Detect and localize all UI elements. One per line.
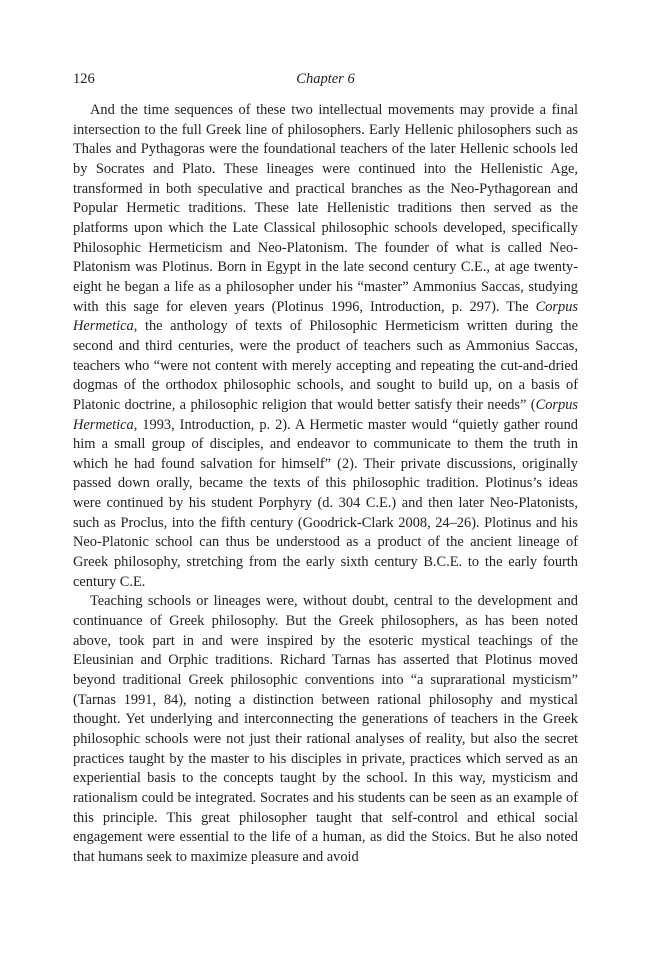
text-run: , 1993, Introduction, p. 2). A Hermetic master would “quietly gather round him a small group of disciples, and endeavor to communicate to them the truth in which he had found salvation for himself” (2). Their private discussions, originally passed down orally, became the texts of this philosophic tradition. Plotinus’s ideas were continued by his student Porphyry (d. 304 C.E.) and then later Neo-Platonists, such as Proclus, into the fifth century (Goodrick-Clark 2008, 24–26). Plotinus and his Neo-Platonic school can thus be understood as a product of the ancient lineage of Greek philosophy, stretching from the early sixth century B.C.E. to the early fourth century C.E. xyxy=(73,416,578,590)
italic-title: Corpus Hermetica xyxy=(73,298,578,335)
italic-title: Corpus Hermetica xyxy=(73,396,578,433)
text-run: , the anthology of texts of Philosophic Hermeticism written during the second and third centuries, were the product of teachers such as Ammonius Saccas, teachers who “were not content with merely accepting and repeating the cut-and-dried dogmas of the orthodox philosophic schools, and sought to build up, on a basis of Platonic doctrine, a philosophic religion that would better satisfy their needs” ( xyxy=(73,318,578,413)
text-run: Teaching schools or lineages were, without doubt, central to the development and continuance of Greek philosophy. But the Greek philosophers, as has been noted above, took part in and were inspired by the esoteric mystical teachings of the Eleusinian and Orphic traditions. Richard Tarnas has asserted that Plotinus moved beyond traditional Greek philosophic conventions into “a suprarational mysticism” (Tarnas 1991, 84), noting a distinction between rational philosophy and mystical thought. Yet underlying and interconnecting the generations of teachers in the Greek philosophic schools were not just their rational analyses of reality, but also the secret practices taught by the master to his disciples in private, practices which served as an experiential basis to the concepts taught by the school. In this way, mysticism and rationalism could be integrated. Socrates and his students can be seen as an example of this principle. This great philosopher taught that self-control and ethical social engagement were essential to the life of a human, as did the Stoics. But he also noted that humans seek to maximize pleasure and avoid xyxy=(73,593,578,865)
text-run: And the time sequences of these two intellectual movements may provide a final intersection to the full Greek line of philosophers. Early Hellenic philosophers such as Thales and Pythagoras were the foundational teachers of the later Hellenic schools led by Socrates and Plato. These lineages were continued into the Hellenistic Age, transformed in both speculative and practical branches as the Neo-Pythagorean and Popular Hermetic traditions. These late Hellenistic traditions then served as the platforms upon which the Late Classical philosophic schools developed, specifically Philosophic Hermeticism and Neo-Platonism. The founder of what is called Neo-Platonism was Plotinus. Born in Egypt in the late second century C.E., at age twenty-eight he began a life as a philosopher under his “master” Ammonius Saccas, studying with this sage for eleven years (Plotinus 1996, Introduction, p. 297). The xyxy=(73,102,578,315)
running-head: Chapter 6 xyxy=(296,71,355,87)
paragraph xyxy=(73,101,578,592)
page-header xyxy=(73,71,578,91)
body-text xyxy=(73,101,578,868)
page-number: 126 xyxy=(73,71,95,87)
paragraph xyxy=(73,592,578,867)
